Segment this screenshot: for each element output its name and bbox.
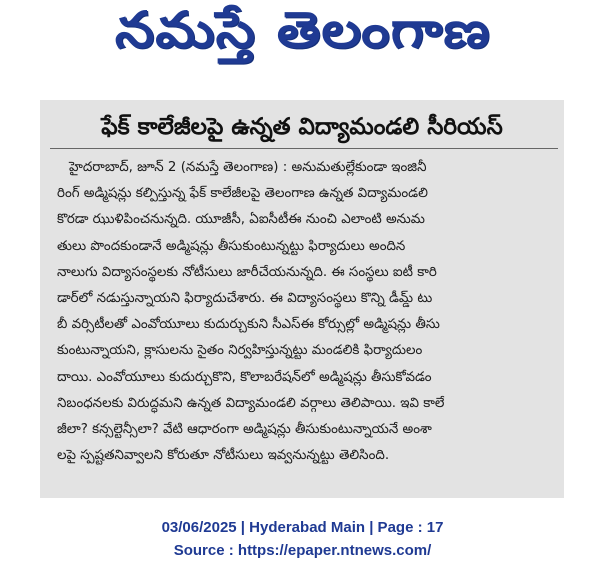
article-headline: ఫేక్ కాలేజీలపై ఉన్నత విద్యామండలి సీరియస్ — [101, 114, 503, 140]
article-line: కొరడా ఝుళిపించనున్నది. యూజీసీ, ఏఐసీటీఈ నుంచి ఎలాంటి అనుమ — [57, 212, 425, 228]
article-line: లపై స్పష్టతనివ్వాలని కోరుతూ నోటీసులు ఇవ్వనున్నట్టు తెలిసింది. — [57, 448, 390, 464]
article-line: నిబంధనలకు విరుద్ధమని ఉన్నత విద్యామండలి వర్గాలు తెలిపాయి. ఇవి కాలే — [57, 395, 445, 411]
article-line: దాయి. ఎంవోయూలు కుదుర్చుకొని, కొలాబరేషన్‌లో అడ్మిషన్లు తీసుకోవడం — [57, 369, 432, 385]
edition-info: 03/06/2025 | Hyderabad Main | Page : 17 — [161, 519, 444, 536]
article-line: తులు పొందకుండానే అడ్మిషన్లు తీసుకుంటున్నట్టు ఫిర్యాదులు అందిన — [57, 238, 406, 254]
article-line: నాలుగు విద్యాసంస్థలకు నోటీసులు జారీచేయనున్నది. ఈ సంస్థలు ఐటీ కారి — [57, 264, 437, 280]
article-line: జీలా? కన్సల్టెన్సీలా? వేటి ఆధారంగా అడ్మిషన్లు తీసుకుంటున్నాయనే అంశా — [57, 421, 432, 437]
masthead-logo-text: నమస్తే తెలంగాణ — [114, 0, 491, 59]
article-line: బీ వర్సిటీలతో ఎంవోయూలు కుదుర్చుకుని సీఎస్ఈ కోర్సుల్లో అడ్మిషన్లు తీసు — [57, 317, 440, 333]
headline-divider — [50, 148, 558, 149]
article-line: డార్‌లో నడుస్తున్నాయని ఫిర్యాదుచేశారు. ఈ విద్యాసంస్థలు కొన్ని డీమ్డ్ టు — [57, 290, 433, 306]
article-line: హైదరాబాద్, జూన్ 2 (నమస్తే తెలంగాణ) : అనుమతుల్లేకుండా ఇంజినీ — [69, 160, 427, 175]
article-line: కుంటున్నాయని, క్లాసులను సైతం నిర్వహిస్తున్నట్టు మండలికి ఫిర్యాదులం — [57, 343, 423, 359]
article-body — [57, 155, 557, 469]
newspaper-masthead — [0, 0, 605, 68]
article-clipping — [40, 100, 564, 498]
source-link[interactable]: Source : https://epaper.ntnews.com/ — [173, 542, 432, 559]
article-line: రింగ్ అడ్మిషన్లు కల్పిస్తున్న ఫేక్ కాలేజీలపై తెలంగాణ ఉన్నత విద్యామండలి — [57, 186, 428, 202]
